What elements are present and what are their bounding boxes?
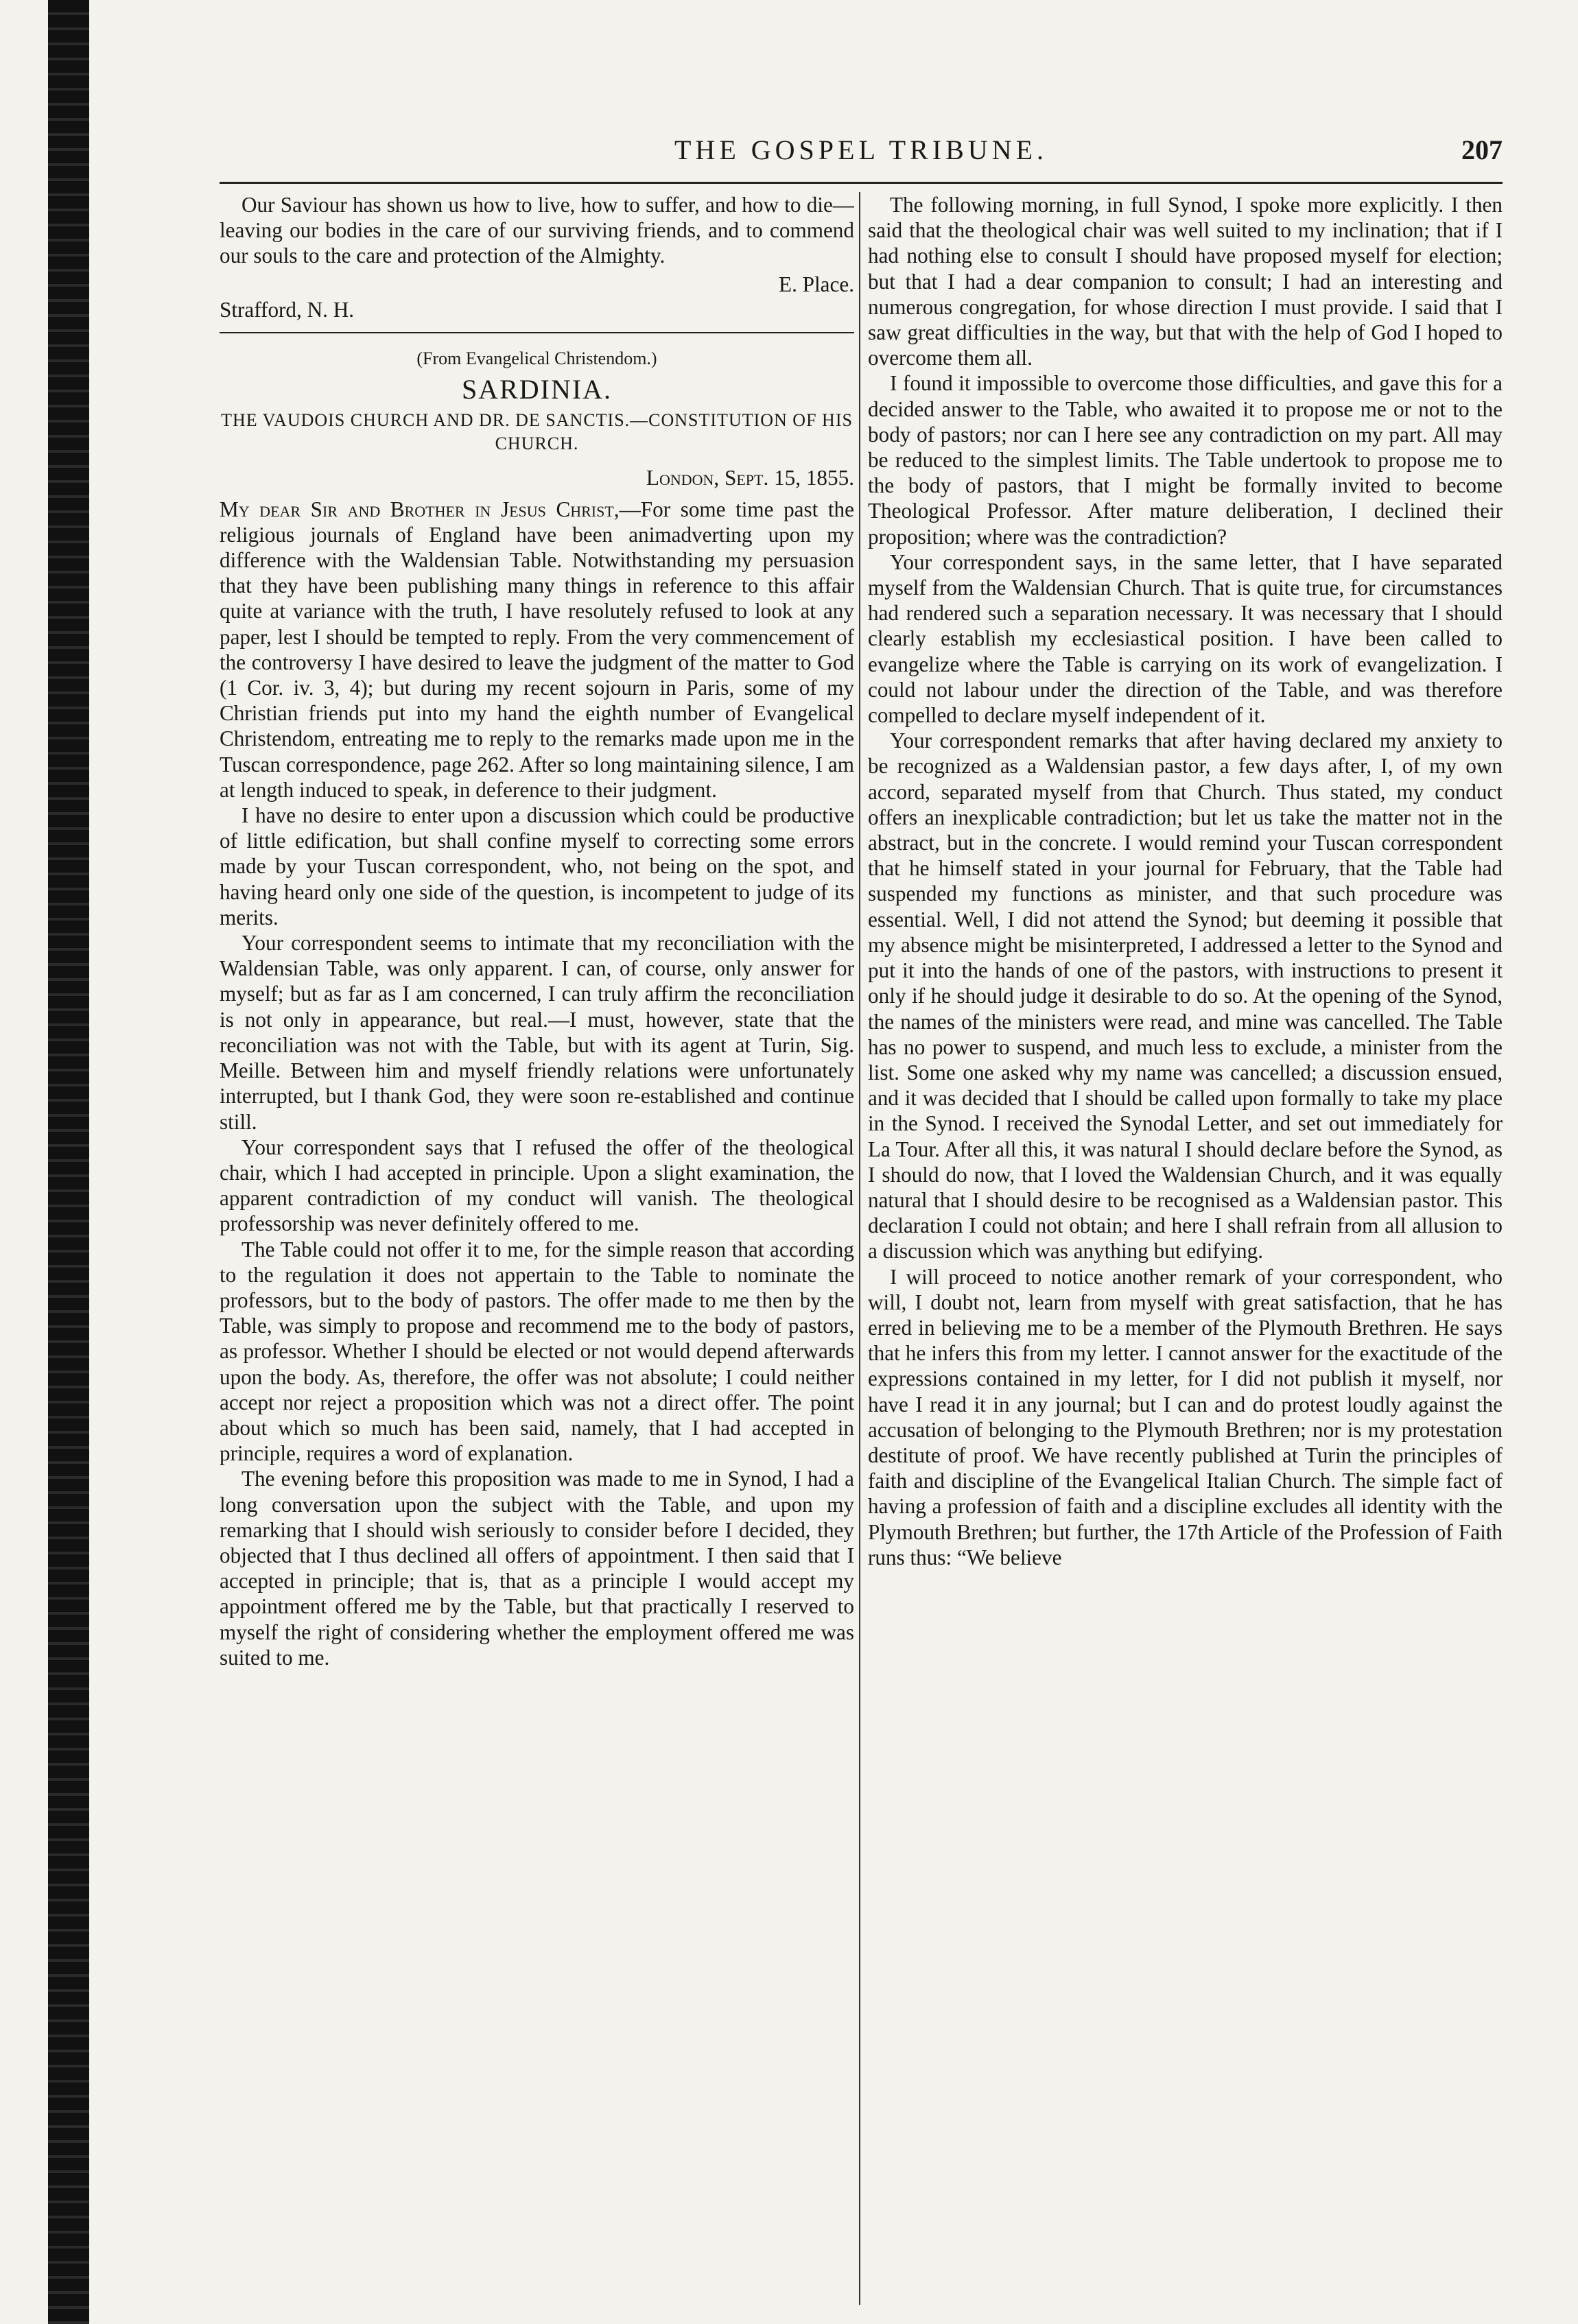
paragraph: Your correspondent says that I refused the offer of the theological chair, which I had accepted in principle. Upon a slight examination, the apparent contradiction of my conduct will vanish. The theological professorship was never definitely offered to me.: [220, 1135, 854, 1236]
book-binding-edge: [48, 0, 89, 2324]
source-credit: (From Evangelical Christendom.): [416, 348, 657, 369]
section-title: SARDINIA.: [461, 374, 613, 405]
header-rule: [220, 182, 1503, 184]
paragraph: Your correspondent remarks that after having declared my anxiety to be recognized as a Waldensian pastor, a few days after, I, of my own accord, separated myself from that Church. Thus stated, my conduct offers an inexplicable contradiction; but let us take the matter not in the abstract, but in the concrete. I would remind your Tuscan correspondent that he himself stated in your journal for February, that the Table had suspended my functions as minister, and that such procedure was essential. Well, I did not attend the Synod; but deeming it possible that my absence might be misinterpreted, I addressed a letter to the Synod and put it into the hands of one of the pastors, with instructions to present it only if he should judge it desirable to do so. At the opening of the Synod, the names of the ministers were read, and mine was cancelled. The Table has no power to suspend, and much less to exclude, a minister from the list. Some one asked why my name was cancelled; a discussion ensued, and it was decided that I should be called upon formally to take my place in the Synod. I received the Synodal Letter, and set out immediately for La Tour. After all this, it was natural I should declare before the Synod, as I should do now, that I loved the Waldensian Church, and it was equally natural that I should desire to be recognised as a Waldensian pastor. This declaration I could not obtain; and here I shall refrain from all allusion to a discussion which was anything but edifying.: [868, 728, 1503, 1264]
paragraph: The evening before this proposition was made to me in Synod, I had a long conversation upon the subject with the Table, and upon my remarking that I should wish seriously to consider before I decided, they objected that I thus declined all offers of appointment. I then said that I accepted in principle; that is, that as a principle I would accept my appointment offered me by the Table, but that practically I reserved to myself the right of considering whether the employment offered me was suited to me.: [220, 1467, 854, 1670]
right-column: [868, 192, 1503, 2305]
page-number: 207: [1461, 134, 1503, 165]
dateline: London, Sept. 15, 1855.: [646, 466, 854, 490]
paragraph: Your correspondent says, in the same letter, that I have separated myself from the Waldensian Church. That is quite true, for circumstances had rendered such a separation necessary. It was necessary that I should clearly establish my ecclesiastical position. I have been called to evangelize where the Table is carrying on its work of evangelization. I could not labour under the direction of the Table, and was therefore compelled to declare myself independent of it.: [868, 549, 1503, 728]
intro-paragraph: Our Saviour has shown us how to live, how to suffer, and how to die—leaving our bodies in the care of our surviving friends, and to commend our souls to the care and protection of the Almighty.: [220, 193, 854, 268]
paragraph: For some time past the religious journals of England have been animadverting upon my difference with the Waldensian Table. Notwithstanding my persuasion that they have been publishing many things in reference to this affair quite at variance with the truth, I have resolutely refused to look at any paper, lest I should be tempted to reply. From the very commencement of the controversy I have desired to leave the judgment of the matter to God (1 Cor. iv. 3, 4); but during my recent sojourn in Paris, some of my Christian friends put into my hand the eighth number of Evangelical Christendom, entreating me to reply to the remarks made upon me in the Tuscan correspondence, page 262. After so long maintaining silence, I am at length induced to speak, in deference to their judgment.: [220, 497, 854, 802]
section-rule: [220, 332, 854, 333]
paragraph: The Table could not offer it to me, for the simple reason that according to the regulation it does not appertain to the Table to nominate the professors, but to the body of pastors. The offer made to me then by the Table, was simply to propose and recommend me to the body of pastors, as professor. Whether I should be elected or not would depend afterwards upon the body. As, therefore, the offer was not absolute; I could neither accept nor reject a proposition which was not a direct offer. The point about which so much has been said, namely, that I had accepted in principle, requires a word of explanation.: [220, 1237, 854, 1466]
column-divider: [859, 192, 860, 2305]
letter-opening: [220, 497, 854, 803]
paragraph: I will proceed to notice another remark of your correspondent, who will, I doubt not, learn from myself with great satisfaction, that he has erred in believing me to be a member of the Plymouth Brethren. He says that he infers this from my letter. I cannot answer for the exactitude of the expressions contained in my letter, for I did not publish it myself, nor have I read it in any journal; but I can and do protest loudly against the accusation of belonging to the Plymouth Brethren; nor is my protestation destitute of proof. We have recently published at Turin the principles of faith and discipline of the Evangelical Italian Church. The simple fact of having a profession of faith and a discipline excludes all identity with the Plymouth Brethren; but further, the 17th Article of the Profession of Faith runs thus: “We believe: [868, 1264, 1503, 1569]
left-column: [220, 192, 854, 2305]
signature: E. Place.: [779, 272, 854, 296]
paragraph: Your correspondent seems to intimate that my reconciliation with the Waldensian Table, was only apparent. I can, of course, only answer for myself; but as far as I am concerned, I can truly affirm the reconciliation is not only in appearance, but real.—I must, however, state that the reconciliation was not with the Table, but with its agent at Turin, Sig. Meille. Between him and myself friendly relations were unfortunately interrupted, but I thank God, they were soon re-established and continue still.: [220, 931, 854, 1134]
paragraph: I found it impossible to overcome those difficulties, and gave this for a decided answer to the Table, who awaited it to propose me or not to the body of pastors; nor can I here see any contradiction on my part. All may be reduced to the simplest limits. The Table undertook to propose me to the body of pastors, that I might be formally invited to become Theological Professor. After mature deliberation, I declined their proposition; where was the contradiction?: [868, 371, 1503, 549]
salutation: My dear Sir and Brother in Jesus Christ,—: [220, 497, 641, 521]
article-subtitle: THE VAUDOIS CHURCH AND DR. DE SANCTIS.—CONSTITUTION OF HIS CHURCH.: [221, 410, 853, 454]
place-line: Strafford, N. H.: [220, 297, 355, 322]
running-title: THE GOSPEL TRIBUNE.: [674, 134, 1048, 165]
page-header: [220, 134, 1503, 175]
paragraph: The following morning, in full Synod, I spoke more explicitly. I then said that the theological chair was well suited to my inclination; that if I had nothing else to consult I should have proposed myself for election; but that I had a dear companion to consult; I had an interesting and numerous congregation, for whose direction I must provide. I said that I saw great difficulties in the way, but that with the help of God I hoped to overcome them all.: [868, 193, 1503, 370]
paragraph: I have no desire to enter upon a discussion which could be productive of little edification, but shall confine myself to correcting some errors made by your Tuscan correspondent, who, not being on the spot, and having heard only one side of the question, is incompetent to judge of its merits.: [220, 803, 854, 929]
